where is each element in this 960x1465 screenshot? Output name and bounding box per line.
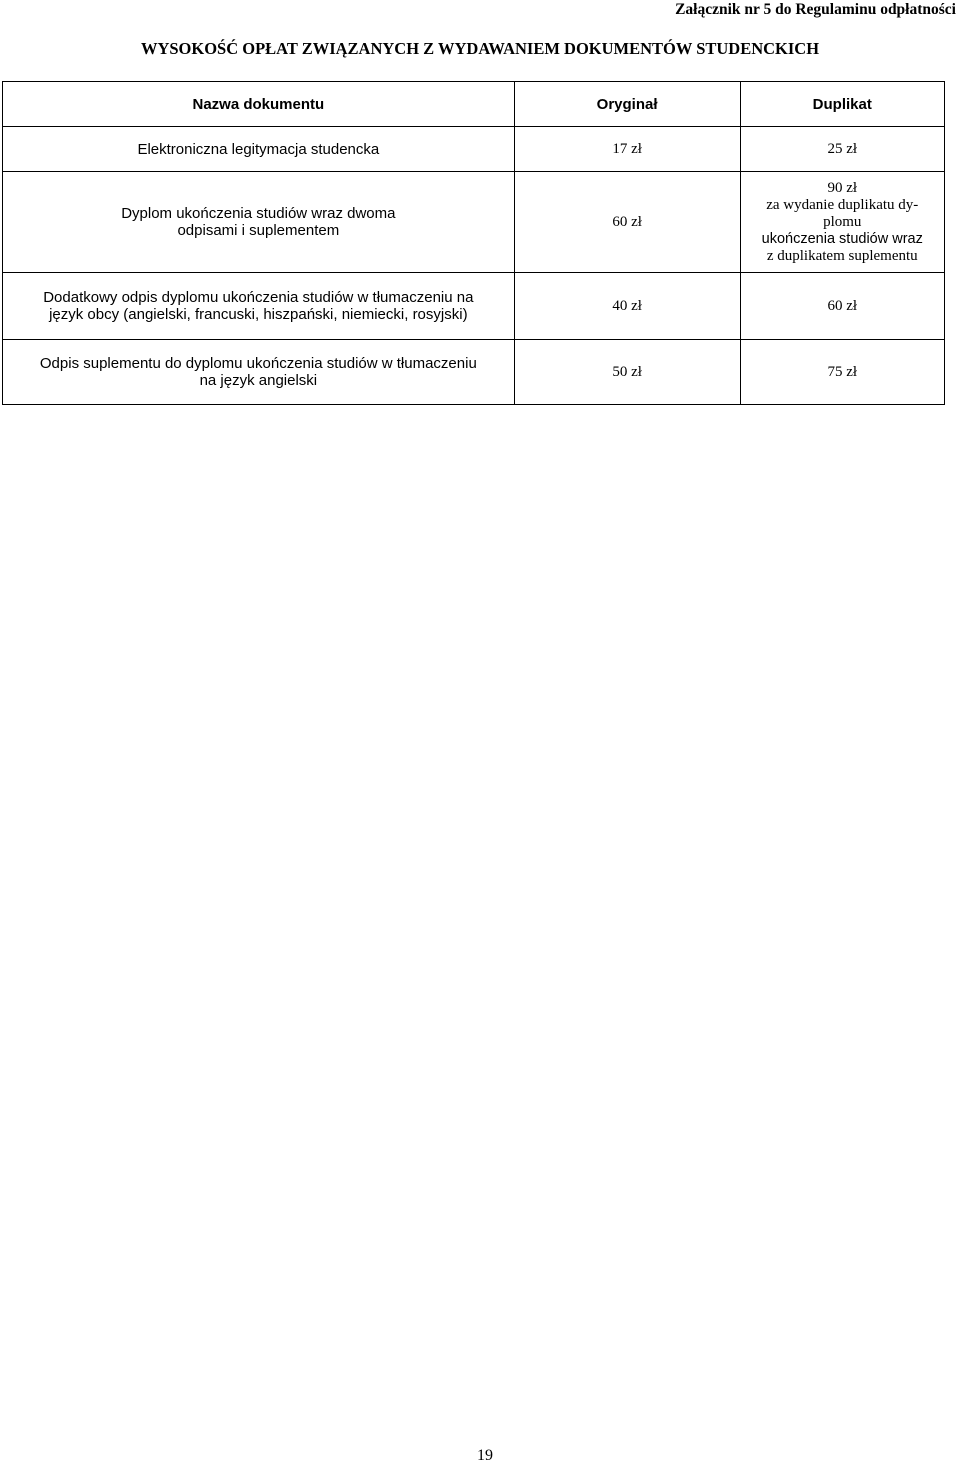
- document-name-line: Dyplom ukończenia studiów wraz dwoma: [121, 205, 396, 222]
- original-price-cell: 40 zł: [514, 273, 740, 340]
- header-original: Oryginał: [514, 82, 740, 127]
- original-price-cell: 17 zł: [514, 127, 740, 172]
- table-row: [3, 172, 945, 273]
- table-row: [3, 273, 945, 340]
- document-name-line: Odpis suplementu do dyplomu ukończenia studiów w tłumaczeniu: [39, 355, 477, 372]
- duplicate-price-cell: [740, 340, 944, 405]
- document-name-cell: [3, 127, 515, 172]
- table-row: [3, 127, 945, 172]
- document-name-line: język obcy (angielski, francuski, hiszpański, niemiecki, rosyjski): [49, 306, 468, 323]
- duplicate-price-line: 25 zł: [827, 140, 858, 157]
- duplicate-price-line: 75 zł: [827, 363, 858, 380]
- duplicate-note-line: z duplikatem suplementu: [766, 247, 918, 264]
- document-name-cell: [3, 340, 515, 405]
- duplicate-price-cell: [740, 172, 944, 273]
- document-name-line: na język angielski: [199, 372, 318, 389]
- original-price-cell: 60 zł: [514, 172, 740, 273]
- duplicate-price-cell: [740, 273, 944, 340]
- duplicate-note-line: za wydanie duplikatu dy-: [766, 196, 919, 213]
- document-name-cell: [3, 273, 515, 340]
- duplicate-note-line: ukończenia studiów wraz: [761, 230, 923, 247]
- document-name-line: Elektroniczna legitymacja studencka: [137, 140, 380, 158]
- table-row: [3, 340, 945, 405]
- page-number: 19: [477, 1447, 493, 1464]
- duplicate-note-line: plomu: [823, 213, 862, 230]
- table-header-row: [3, 82, 945, 127]
- duplicate-price-line: 60 zł: [827, 297, 858, 314]
- document-name-line: Dodatkowy odpis dyplomu ukończenia studiów w tłumaczeniu na: [43, 289, 474, 306]
- duplicate-price-cell: [740, 127, 944, 172]
- annex-label: Załącznik nr 5 do Regulaminu odpłatności: [675, 1, 956, 18]
- document-name-line: odpisami i suplementem: [177, 222, 340, 239]
- document-name-cell: [3, 172, 515, 273]
- header-document-name: Nazwa dokumentu: [3, 82, 515, 127]
- original-price-cell: 50 zł: [514, 340, 740, 405]
- duplicate-price-line: 90 zł: [827, 179, 858, 196]
- header-duplicate: Duplikat: [740, 82, 944, 127]
- fees-table: [2, 81, 945, 405]
- document-title: WYSOKOŚĆ OPŁAT ZWIĄZANYCH Z WYDAWANIEM DOKUMENTÓW STUDENCKICH: [140, 39, 820, 58]
